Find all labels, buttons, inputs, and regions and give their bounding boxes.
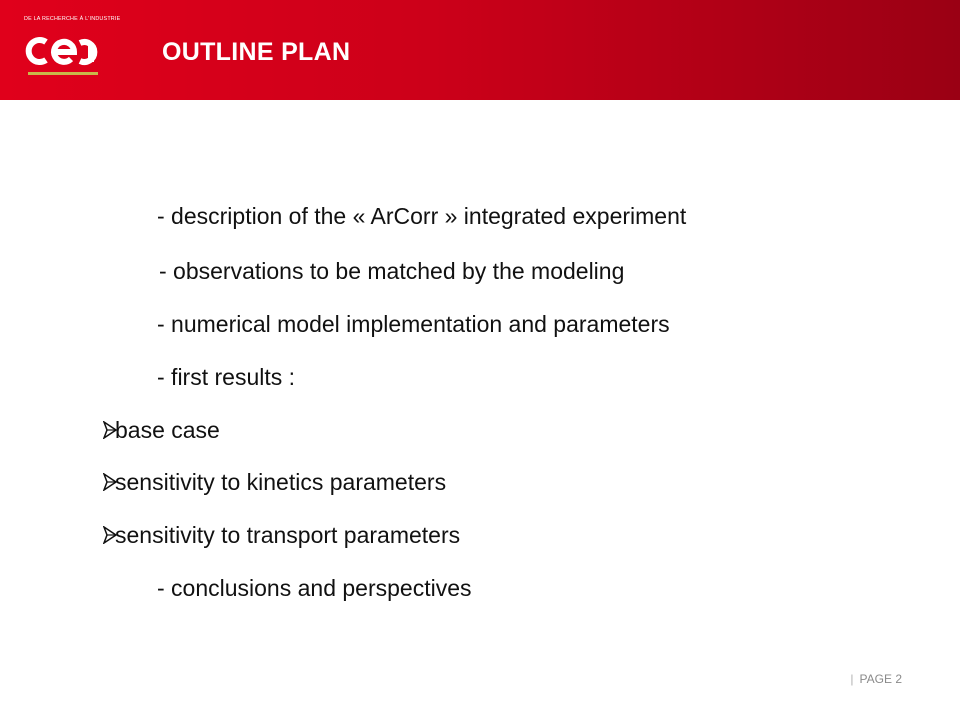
outline-item-description: - description of the « ArCorr » integrated experiment — [157, 203, 687, 229]
footer-separator: | — [850, 672, 854, 686]
outline-subitem-kinetics: sensitivity to kinetics parameters — [115, 469, 447, 495]
page-number: PAGE 2 — [859, 672, 902, 686]
outline-item-numerical-model: - numerical model implementation and parameters — [157, 311, 670, 337]
page-footer — [850, 672, 902, 686]
outline-subitem-transport: sensitivity to transport parameters — [115, 522, 461, 548]
outline-item-first-results: - first results : — [157, 364, 296, 390]
outline-item-observations: - observations to be matched by the modeling — [159, 258, 625, 284]
outline-subitem-base-case: base case — [115, 417, 220, 443]
slide-title: OUTLINE PLAN — [162, 38, 351, 66]
outline-item-conclusions: - conclusions and perspectives — [157, 575, 472, 601]
logo-tagline: DE LA RECHERCHE À L'INDUSTRIE — [24, 16, 121, 22]
